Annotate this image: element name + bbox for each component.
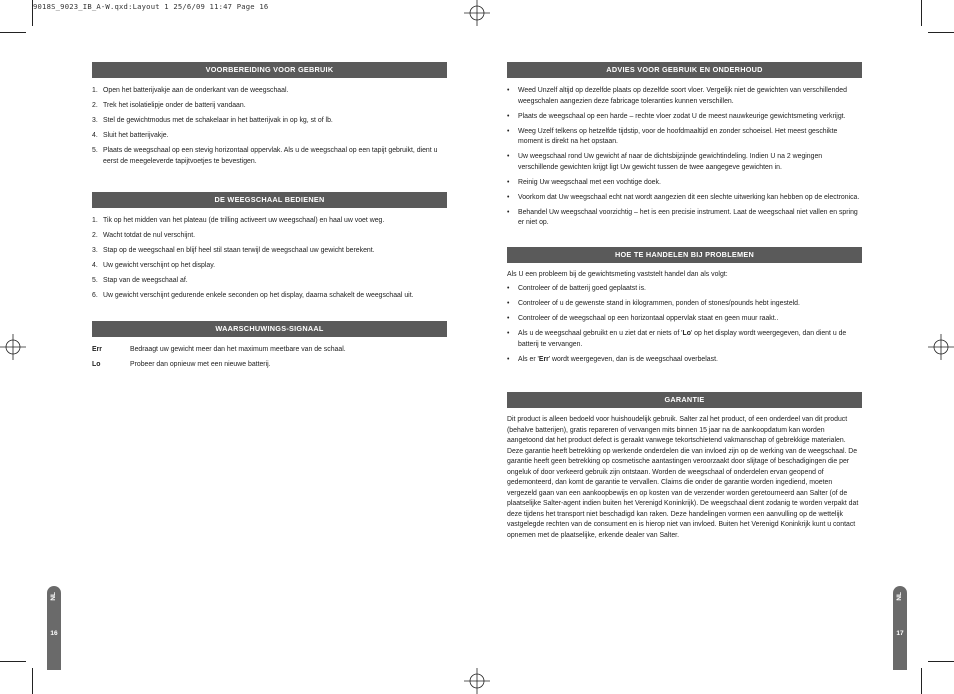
list-item: 4. Uw gewicht verschijnt op het display.: [92, 262, 216, 269]
crop-mark: [0, 661, 26, 662]
page-number: 16: [50, 630, 58, 637]
list-item: • Uw weegschaal rond Uw gewicht af naar de dichtsbijzijnde gewichtindeling. Indien U na 2 wegingen verschillende gewichten krijgt ligt Uw gewicht tussen de twee aangegeve gewichten in.: [507, 153, 823, 171]
list-item: • Als u de weegschaal gebruikt en u ziet dat er niets of 'Lo' op het display wordt weergegeven, dan dient u de batterij te vervangen.: [507, 330, 847, 348]
list-item: 5. Stap van de weegschaal af.: [92, 277, 188, 284]
section-header-preparation: VOORBEREIDING VOOR GEBRUIK: [92, 62, 447, 78]
warning-text: Bedraagt uw gewicht meer dan het maximum meetbare van de schaal.: [130, 345, 346, 353]
crop-mark: [921, 0, 922, 26]
section-header-problems: HOE TE HANDELEN BIJ PROBLEMEN: [507, 247, 862, 263]
list-item: • Controleer of u de gewenste stand in kilogrammen, ponden of stones/pounds hebt ingesteld.: [507, 300, 800, 307]
language-tab-right: [893, 586, 907, 670]
language-label: NL: [50, 592, 57, 601]
warning-signals: [92, 345, 447, 371]
list-item: 4. Sluit het batterijvakje.: [92, 132, 169, 139]
crop-mark: [928, 661, 954, 662]
list-item: • Behandel Uw weegschaal voorzichtig – het is een precisie instrument. Laat de weegschaal niet vallen en spring er niet op.: [507, 208, 858, 226]
list-item: • Plaats de weegschaal op een harde – rechte vloer zodat U de meest nauwkeurige gewichtsmeting verkrijgt.: [507, 112, 846, 120]
right-page-column: [507, 62, 862, 541]
list-item: 1. Tik op het midden van het plateau (de trilling activeert uw weegschaal) en haal uw voet weg.: [92, 217, 385, 224]
language-label: NL: [896, 592, 903, 601]
list-item: • Controleer of de weegschaal op een horizontaal oppervlak staat en geen muur raakt..: [507, 315, 779, 322]
list-item: • Reinig Uw weegschaal met een vochtige doek.: [507, 178, 661, 186]
list-item: 1. Open het batterijvakje aan de onderkant van de weegschaal.: [92, 87, 289, 94]
warning-row: [92, 345, 447, 356]
problems-intro: Als U een probleem bij de gewichtsmeting vaststelt handel dan als volgt:: [507, 270, 728, 278]
section-header-warning: WAARSCHUWINGS-SIGNAAL: [92, 321, 447, 337]
problems-list: [507, 284, 862, 365]
language-tab-left: [47, 586, 61, 670]
list-item: • Als er 'Err' wordt weergegeven, dan is de weegschaal overbelast.: [507, 355, 718, 363]
warranty-text: Dit product is alleen bedoeld voor huishoudelijk gebruik. Salter zal het product, of een onderdeel van dit product (behalve batterijen), gratis repareren of vervangen mits binnen 15 jaar na de aankoopdatum kan worden aangetoond dat het product defect is geraakt vanwege tekortschietend vakmanschap of gebrekkige materialen. Deze garantie heeft betrekking op werkende onderdelen die van invloed zijn op de werking van de weegschaal. De garantie heeft geen betrekking op cosmetische aantastingen veroorzaakt door slijtage of beschadigingen die per ongeluk of door verkeerd gebruik zijn ontstaan. Worden de weegschaal of onderdelen ervan geopend of gedemonteerd, dan komt de garantie te vervallen. Claims die onder de garantie worden ingediend, moeten vergezeld gaan van een aankoopbewijs en op kosten van de verzender worden geretourneerd aan Salter (of de plaatselijke Salter-agent indien buiten het Verenigd Koninkrijk). De weegschaal dient zodanig te worden verpakt dat deze tijdens het transport niet beschadigd kan raken. Deze handelingen vormen een aanvulling op de wettelijk vastgelegde rechten van de consument en is hierop niet van invloed. Buiten het Verenigd Koninkrijk kunt u contact opnemen met de plaatselijke, erkende dealer van Salter.: [507, 416, 859, 539]
page-number: 17: [896, 630, 904, 637]
preparation-steps: [92, 86, 447, 167]
list-item: 3. Stel de gewichtmodus met de schakelaar in het batterijvak in op kg, st of lb.: [92, 117, 333, 124]
list-item: 2. Wacht totdat de nul verschijnt.: [92, 232, 196, 239]
crop-mark: [32, 668, 33, 694]
list-item: • Controleer of de batterij goed geplaatst is.: [507, 285, 646, 292]
registration-mark-icon: [0, 334, 26, 360]
document-slug: 9018S_9023_IB_A-W.qxd:Layout 1 25/6/09 11:47 Page 16: [33, 2, 269, 11]
list-item: 5. Plaats de weegschaal op een stevig horizontaal oppervlak. Als u de weegschaal op een tapijt gebruikt, dient u eerst de meegeleverde tapijtvoetjes te bevestigen.: [92, 147, 438, 165]
list-item: 3. Stap op de weegschaal en blijf heel stil staan terwijl de weegschaal uw gewicht berekent.: [92, 247, 375, 254]
registration-mark-icon: [464, 668, 490, 694]
crop-mark: [921, 668, 922, 694]
warning-code: Err: [92, 345, 102, 353]
crop-mark: [0, 32, 26, 33]
crop-mark: [32, 0, 33, 26]
advice-list: [507, 86, 862, 229]
section-header-advice: ADVIES VOOR GEBRUIK EN ONDERHOUD: [507, 62, 862, 78]
section-header-warranty: GARANTIE: [507, 392, 862, 408]
list-item: • Voorkom dat Uw weegschaal echt nat wordt aangezien dit een slechte uitwerking kan hebben op de electronica.: [507, 193, 860, 201]
list-item: 2. Trek het isolatielipje onder de batterij vandaan.: [92, 102, 246, 109]
crop-mark: [928, 32, 954, 33]
warning-row: [92, 360, 447, 371]
left-page-column: [92, 62, 447, 375]
warning-code: Lo: [92, 360, 101, 368]
warning-text: Probeer dan opnieuw met een nieuwe batterij.: [130, 360, 271, 368]
list-item: • Weed Unzelf altijd op dezelfde plaats op dezelfde soort vloer. Vergelijk niet de gewichten van verschillended weegschalen aangezien deze fabricage toleranties kunnen verschillen.: [507, 87, 847, 105]
section-header-operate: DE WEEGSCHAAL BEDIENEN: [92, 192, 447, 208]
operate-steps: [92, 216, 447, 302]
registration-mark-icon: [464, 0, 490, 26]
registration-mark-icon: [928, 334, 954, 360]
list-item: 6. Uw gewicht verschijnt gedurende enkele seconden op het display, daarna schakelt de weegschaal uit.: [92, 292, 414, 299]
list-item: • Weeg Uzelf telkens op hetzelfde tijdstip, voor de hoofdmaaltijd en zonder schoeisel. Het meest geschikte moment is direkt na het opstaan.: [507, 127, 838, 145]
